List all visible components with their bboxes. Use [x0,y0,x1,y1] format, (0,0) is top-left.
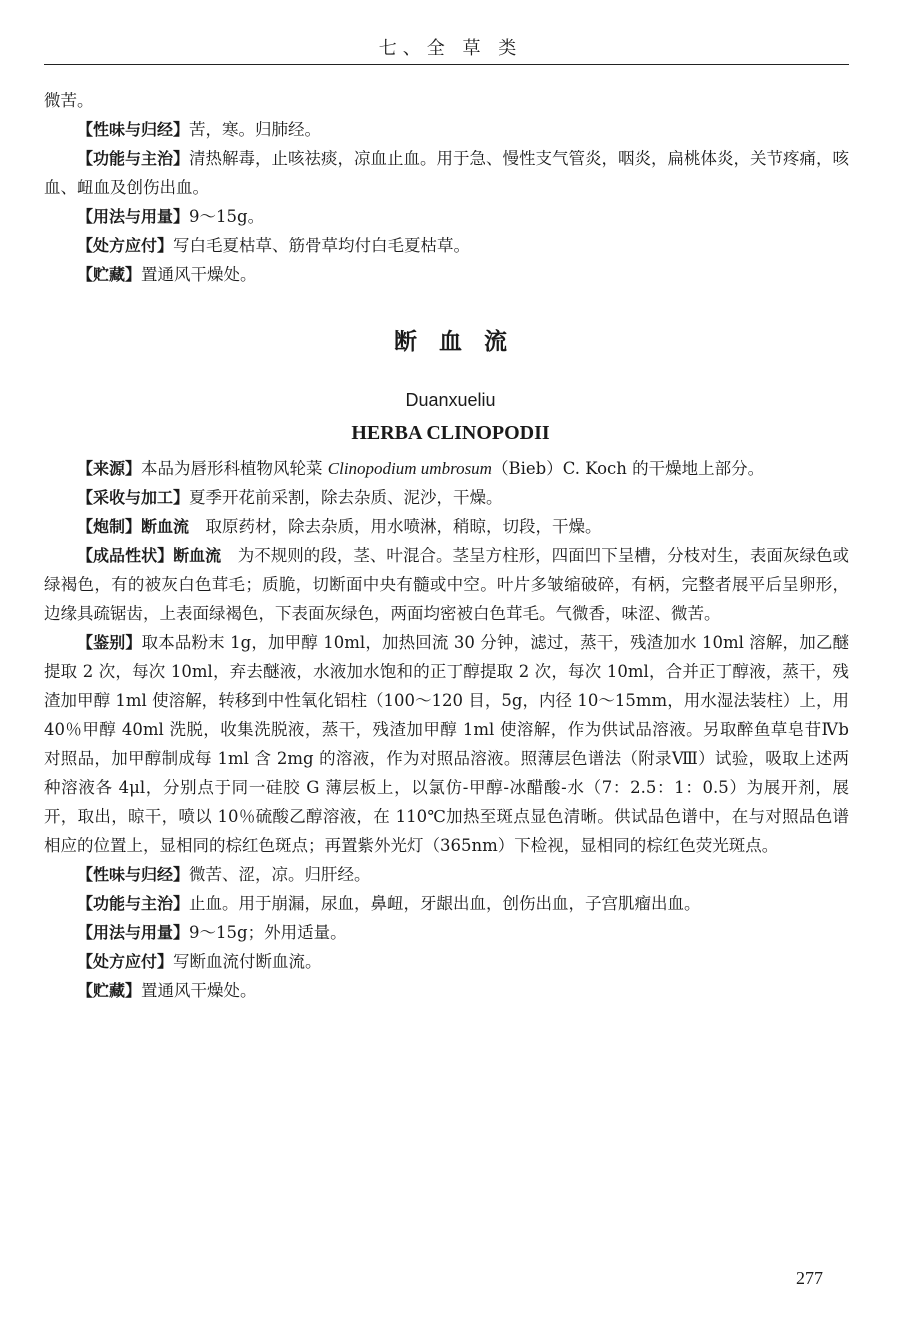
entry-item [44,889,849,918]
source-text-after: （Bieb）C. Koch 的干燥地上部分。 [491,459,765,478]
entry-item [44,860,849,889]
section-text: 写白毛夏枯草、筋骨草均付白毛夏枯草。 [173,236,471,255]
entry-item [44,541,849,628]
species-name: Clinopodium umbrosum [327,459,492,478]
entry-item [44,483,849,512]
section-text: 微苦、涩，凉。归肝经。 [189,865,371,884]
section-tag: 【成品性状】断血流 [77,546,222,565]
section-text: 夏季开花前采割，除去杂质、泥沙，干燥。 [189,488,503,507]
entry-body [44,454,849,1005]
section-text: 9～15g；外用适量。 [189,923,347,942]
entry-item [44,976,849,1005]
entry-pinyin: Duanxueliu [405,390,496,410]
section-text: 止血。用于崩漏，尿血，鼻衄，牙龈出血，创伤出血，子宫肌瘤出血。 [189,894,701,913]
continued-item [44,115,849,144]
section-tag: 【贮藏】 [77,265,142,284]
entry-title: 断血流 [394,329,529,355]
section-tag: 【采收与加工】 [77,488,190,507]
section-tag: 【贮藏】 [77,981,142,1000]
section-tag: 【功能与主治】 [77,894,190,913]
continued-lead-paragraph: 微苦。 [44,91,94,110]
entry-item [44,512,849,541]
continued-item [44,231,849,260]
page-number: 277 [796,1268,823,1288]
section-text: 写断血流付断血流。 [173,952,322,971]
section-text: 置通风干燥处。 [141,265,257,284]
section-tag: 【炮制】断血流 [77,517,190,536]
section-text: 取本品粉末 1g，加甲醇 10ml，加热回流 30 分钟，滤过，蒸干，残渣加水 10ml 溶解，加乙醚提取 2 次，每次 10ml，弃去醚液，水液加水饱和的正丁醇提取 2 次，每次 10ml，合并正丁醇液，蒸干，残渣加甲醇 1ml 使溶解，转移到中性氧化铝柱（100～120 目，5g，内径 10～15mm，用水湿法装柱）上，用 40％甲醇 40ml 洗脱，收集洗脱液，蒸干，残渣加甲醇 1ml 使溶解，作为供试品溶液。另取醉鱼草皂苷Ⅳb 对照品，加甲醇制成每 1ml 含 2mg 的溶液，作为对照品溶液。照薄层色谱法（附录Ⅷ）试验，吸取上述两种溶液各 4μl，分别点于同一硅胶 G 薄层板上，以氯仿-甲醇-冰醋酸-水（7：2.5：1：0.5）为展开剂，展开，取出，晾干，喷以 10％硫酸乙醇溶液，在 110℃加热至斑点显色清晰。供试品色谱中，在与对照品色谱相应的位置上，显相同的棕红色斑点；再置紫外光灯（365nm）下检视，显相同的棕红色荧光斑点。 [44,633,849,855]
section-tag: 【性味与归经】 [77,120,190,139]
source-paragraph [44,454,849,483]
section-text: 置通风干燥处。 [141,981,257,1000]
entry-item [44,918,849,947]
section-text: 清热解毒，止咳祛痰，凉血止血。用于急、慢性支气管炎，咽炎，扁桃体炎，关节疼痛，咳血、衄血及创伤出血。 [44,149,850,197]
header-rule [44,64,849,65]
continued-item [44,202,849,231]
running-header: 七、全 草 类 [378,38,523,59]
section-text: 取原药材，除去杂质，用水喷淋，稍晾，切段，干燥。 [189,517,602,536]
continued-item [44,144,849,202]
section-tag: 【来源】 [77,459,142,478]
entry-item [44,947,849,976]
continued-section [44,86,849,289]
section-tag: 【性味与归经】 [77,865,190,884]
section-tag: 【处方应付】 [77,952,174,971]
section-tag: 【功能与主治】 [77,149,190,168]
section-text: 9～15g。 [189,207,265,226]
section-tag: 【用法与用量】 [77,923,190,942]
entry-item [44,628,849,860]
section-tag: 【鉴别】 [77,633,142,652]
section-tag: 【用法与用量】 [77,207,190,226]
section-text: 为不规则的段，茎、叶混合。茎呈方柱形，四面凹下呈槽，分枝对生，表面灰绿色或绿褐色，有的被灰白色茸毛；质脆，切断面中央有髓或中空。叶片多皱缩破碎，有柄，完整者展平后呈卵形，边缘具疏锯齿，上表面绿褐色，下表面灰绿色，两面均密被白色茸毛。气微香，味涩、微苦。 [44,546,849,623]
entry-latin-name: HERBA CLINOPODII [351,422,550,444]
source-text-before: 本品为唇形科植物风轮菜 [141,459,328,478]
section-text: 苦，寒。归肺经。 [189,120,322,139]
section-tag: 【处方应付】 [77,236,174,255]
continued-item [44,260,849,289]
